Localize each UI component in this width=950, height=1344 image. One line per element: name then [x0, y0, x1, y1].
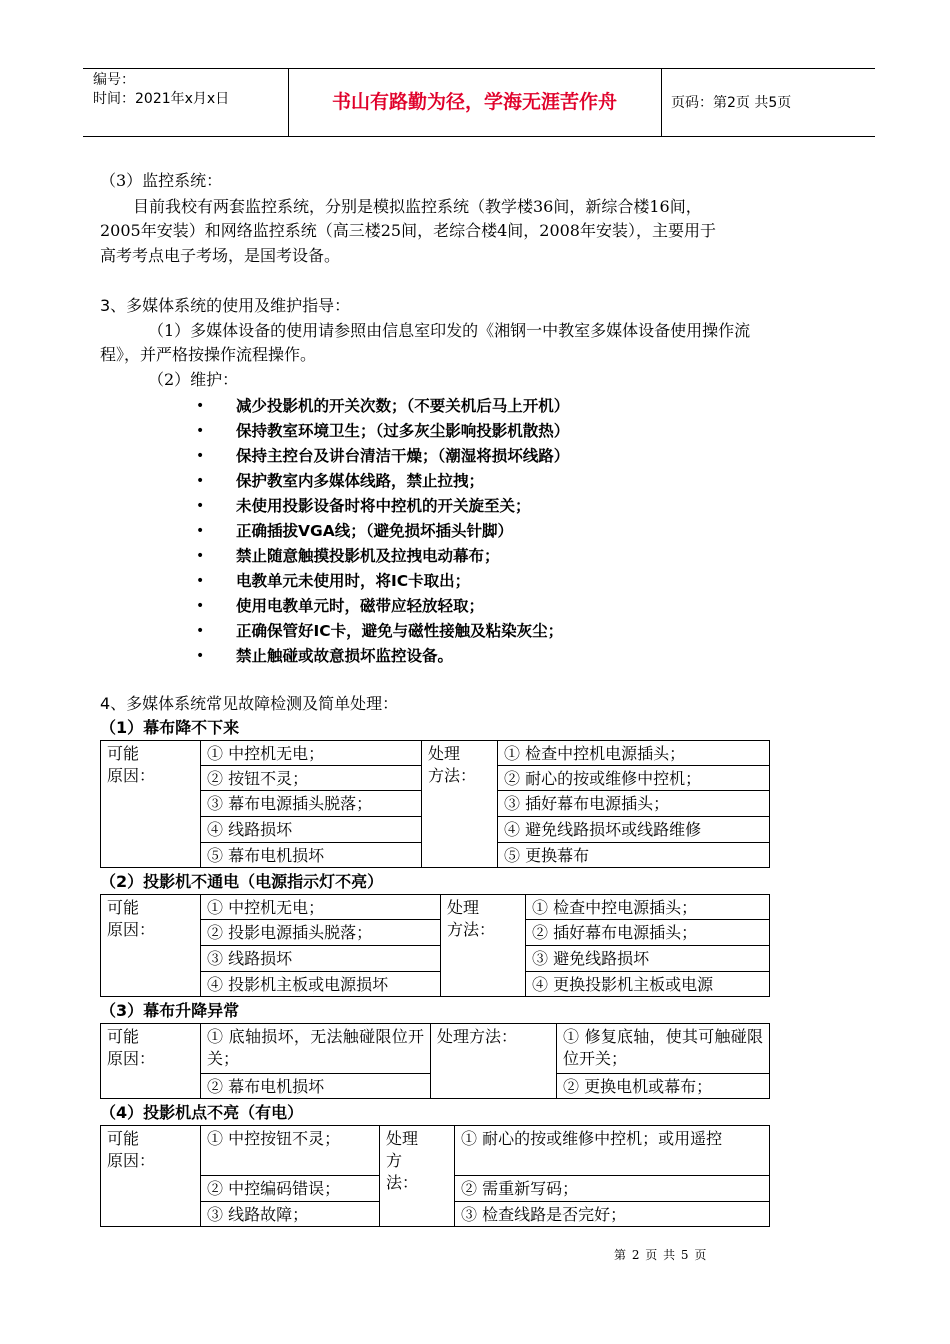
monitor-para-line: 2005年安装）和网络监控系统（高三楼25间，老综合楼4间，2008年安装），主要用于	[100, 221, 716, 240]
list-item: 使用电教单元时，磁带应轻放轻取；	[236, 597, 485, 615]
table-cell: ① 修复底轴，使其可触碰限位开关；	[556, 1023, 770, 1074]
table3-title: （3）幕布升降异常	[100, 1001, 240, 1020]
table-cell: ① 耐心的按或维修中控机；或用遥控	[454, 1125, 770, 1176]
table-cell: ② 更换电机或幕布；	[556, 1073, 770, 1099]
list-item: 保护教室内多媒体线路，禁止拉拽；	[236, 472, 485, 490]
table-cell: ② 幕布电机损坏	[200, 1073, 431, 1099]
section3-item1-cont: 程》，并严格按操作流程操作。	[100, 345, 317, 364]
section3-item1: （1）多媒体设备的使用请参照由信息室印发的《湘钢一中教室多媒体设备使用操作流	[148, 321, 751, 340]
header-divider-right	[661, 68, 662, 136]
table-cell: ③ 线路损坏	[200, 945, 441, 972]
bullet-icon: •	[196, 648, 205, 664]
list-item: 电教单元未使用时，将IC卡取出；	[236, 572, 471, 590]
bullet-icon: •	[196, 548, 205, 564]
list-item: 禁止随意触摸投影机及拉拽电动幕布；	[236, 547, 500, 565]
bullet-icon: •	[196, 523, 205, 539]
table4-title: （4）投影机点不亮（有电）	[100, 1103, 304, 1122]
cause-label: 可能 原因：	[100, 1023, 201, 1099]
table2-title: （2）投影机不通电（电源指示灯不亮）	[100, 872, 384, 891]
table-cell: ② 耐心的按或维修中控机；	[497, 765, 770, 791]
table-cell: ④ 线路损坏	[200, 816, 422, 843]
method-label: 处理 方法：	[440, 894, 526, 997]
list-item: 保持教室环境卫生；（过多灰尘影响投影机散热）	[236, 422, 570, 440]
section3-heading: 3、多媒体系统的使用及维护指导：	[100, 296, 351, 315]
table-cell: ② 需重新写码；	[454, 1175, 770, 1202]
cause-label: 可能 原因：	[100, 740, 201, 868]
table-cell: ① 中控机无电；	[200, 740, 422, 766]
header-top-rule	[83, 68, 875, 69]
table-cell: ③ 线路故障；	[200, 1201, 380, 1227]
bullet-icon: •	[196, 398, 205, 414]
table-cell: ② 按钮不灵；	[200, 765, 422, 791]
list-item: 正确插拔VGA线；（避免损坏插头针脚）	[236, 522, 513, 540]
table-cell: ① 检查中控机电源插头；	[497, 740, 770, 766]
header-bottom-rule	[83, 136, 875, 137]
list-item: 正确保管好IC卡，避免与磁性接触及粘染灰尘；	[236, 622, 564, 640]
table1-title: （1）幕布降不下来	[100, 718, 240, 737]
table-cell: ① 中控按钮不灵；	[200, 1125, 380, 1176]
bullet-icon: •	[196, 473, 205, 489]
table-cell: ⑤ 更换幕布	[497, 842, 770, 868]
table-cell: ④ 避免线路损坏或线路维修	[497, 816, 770, 843]
bullet-icon: •	[196, 448, 205, 464]
bullet-icon: •	[196, 598, 205, 614]
table-cell: ③ 检查线路是否完好；	[454, 1201, 770, 1227]
monitor-para-line: 目前我校有两套监控系统，分别是模拟监控系统（教学楼36间，新综合楼16间，	[133, 197, 702, 216]
page-header	[83, 68, 875, 136]
page-footer: 第 2 页 共 5 页	[614, 1248, 708, 1262]
list-item: 禁止触碰或故意损坏监控设备。	[236, 647, 454, 665]
table-cell: ④ 投影机主板或电源损坏	[200, 971, 441, 997]
table-cell: ① 底轴损坏，无法触碰限位开关；	[200, 1023, 431, 1074]
table-cell: ③ 幕布电源插头脱落；	[200, 790, 422, 817]
table-cell: ① 中控机无电；	[200, 894, 441, 920]
list-item: 未使用投影设备时将中控机的开关旋至关；	[236, 497, 531, 515]
bullet-icon: •	[196, 623, 205, 639]
list-item: 减少投影机的开关次数；（不要关机后马上开机）	[236, 397, 570, 415]
table-cell: ② 中控编码错误；	[200, 1175, 380, 1202]
monitor-para-line: 高考考点电子考场，是国考设备。	[100, 246, 341, 265]
table-cell: ③ 避免线路损坏	[525, 945, 770, 972]
section3-item2: （2）维护：	[148, 370, 239, 389]
table-cell: ⑤ 幕布电机损坏	[200, 842, 422, 868]
bullet-icon: •	[196, 573, 205, 589]
cause-label: 可能 原因：	[100, 894, 201, 997]
header-motto: 书山有路勤为径，学海无涯苦作舟	[331, 91, 617, 113]
date-label: 时间：2021年x月x日	[93, 91, 230, 107]
bullet-icon: •	[196, 423, 205, 439]
table-cell: ② 插好幕布电源插头；	[525, 919, 770, 946]
method-label: 处理方法：	[430, 1023, 557, 1099]
table-cell: ② 投影电源插头脱落；	[200, 919, 441, 946]
list-item: 保持主控台及讲台清洁干燥；（潮湿将损坏线路）	[236, 447, 570, 465]
table-cell: ④ 更换投影机主板或电源	[525, 971, 770, 997]
method-label: 处理 方 法：	[379, 1125, 455, 1227]
table-cell: ③ 插好幕布电源插头；	[497, 790, 770, 817]
bullet-icon: •	[196, 498, 205, 514]
monitor-heading: （3）监控系统：	[100, 171, 223, 190]
table-cell: ① 检查中控电源插头；	[525, 894, 770, 920]
page-indicator: 页码：第2页 共5页	[671, 95, 792, 111]
method-label: 处理 方法：	[421, 740, 498, 868]
serial-label: 编号：	[93, 72, 135, 88]
cause-label: 可能 原因：	[100, 1125, 201, 1227]
section4-heading: 4、多媒体系统常见故障检测及简单处理：	[100, 694, 399, 713]
